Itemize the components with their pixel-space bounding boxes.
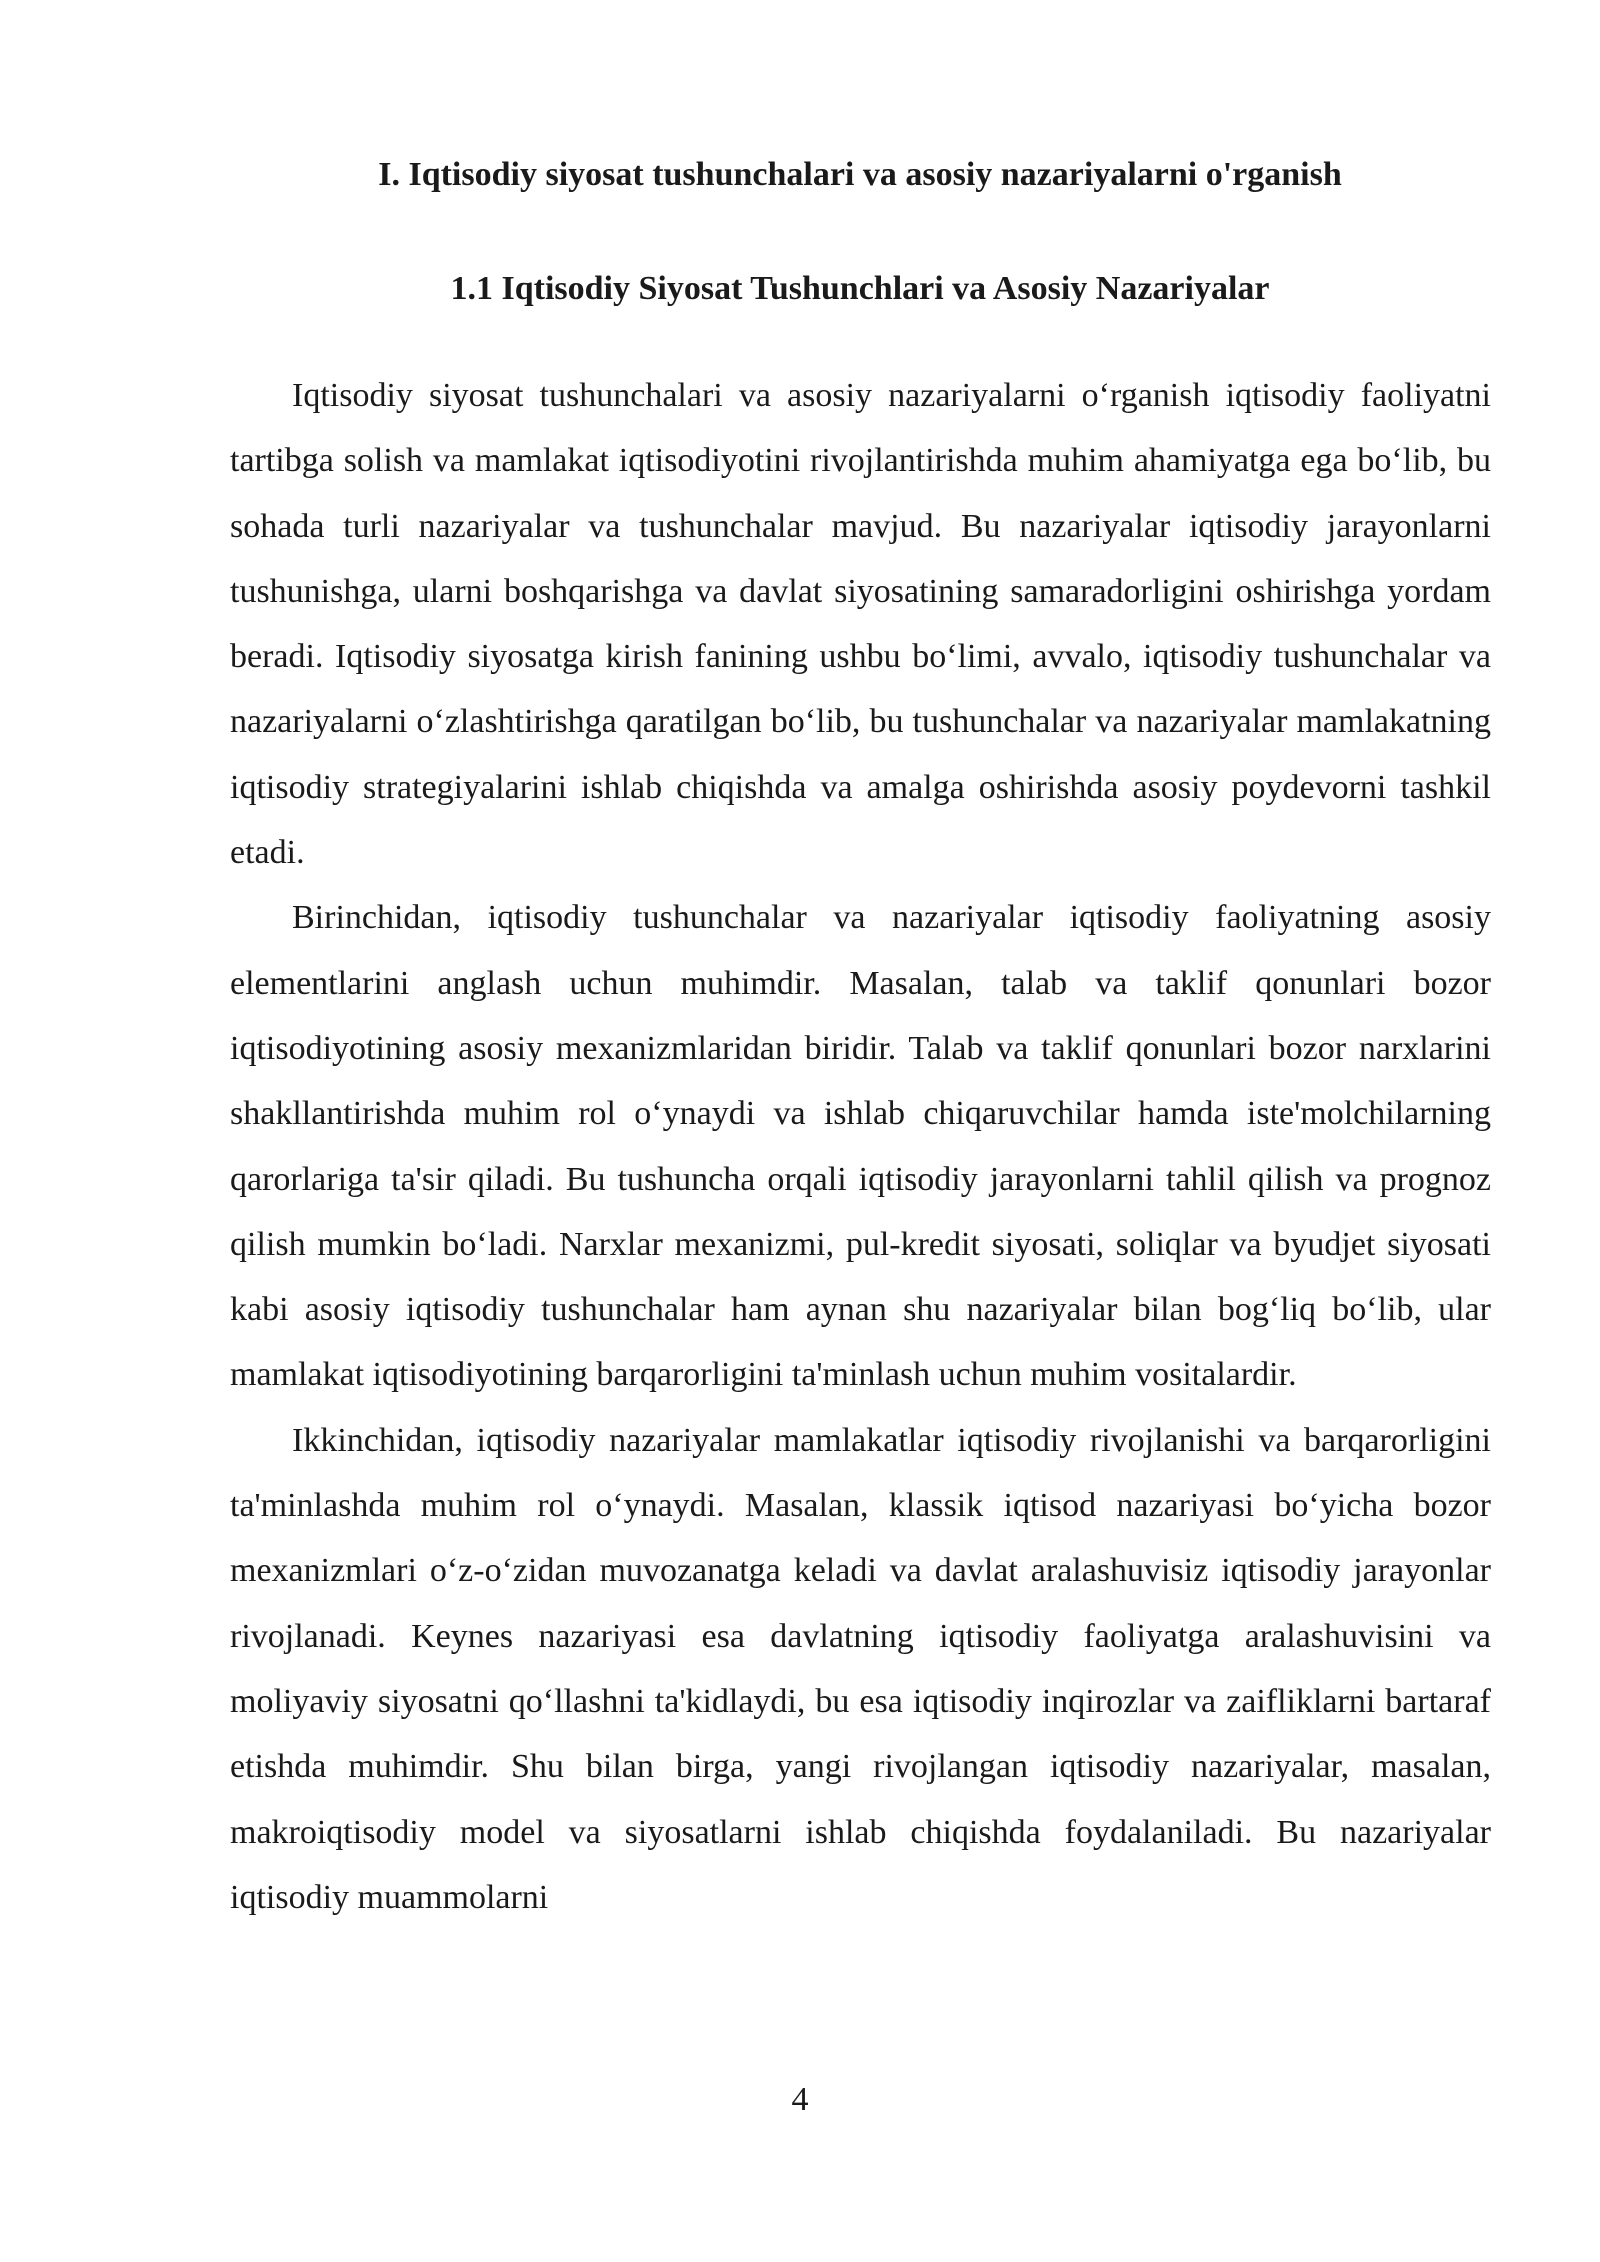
paragraph-2: Birinchidan, iqtisodiy tushunchalar va nazariyalar iqtisodiy faoliyatning asosiy elementlarini anglash uchun muhimdir. Masalan, talab va taklif qonunlari bozor iqtisodiyotining asosiy mexanizmlaridan biridir. Talab va taklif qonunlari bozor narxlarini shakllantirishda muhim rol o‘ynaydi va ishlab chiqaruvchilar hamda iste'molchilarning qarorlariga ta'sir qiladi. Bu tushuncha orqali iqtisodiy jarayonlarni tahlil qilish va prognoz qilish mumkin bo‘ladi. Narxlar mexanizmi, pul-kredit siyosati, soliqlar va byudjet siyosati kabi asosiy iqtisodiy tushunchalar ham aynan shu nazariyalar bilan bog‘liq bo‘lib, ular mamlakat iqtisodiyotining barqarorligini ta'minlash uchun muhim vositalardir. (230, 899, 1491, 1394)
section-title: 1.1 Iqtisodiy Siyosat Tushunchlari va Asosiy Nazariyalar (450, 270, 1270, 307)
page-number: 4 (791, 2081, 809, 2118)
paragraph-3: Ikkinchidan, iqtisodiy nazariyalar mamlakatlar iqtisodiy rivojlanishi va barqarorligini ta'minlashda muhim rol o‘ynaydi. Masalan, klassik iqtisod nazariyasi bo‘yicha bozor mexanizmlari o‘z-o‘zidan muvozanatga keladi va davlat aralashuvisiz iqtisodiy jarayonlar rivojlanadi. Keynes nazariyasi esa davlatning iqtisodiy faoliyatga aralashuvisini va moliyaviy siyosatni qo‘llashni ta'kidlaydi, bu esa iqtisodiy inqirozlar va zaifliklarni bartaraf etishda muhimdir. Shu bilan birga, yangi rivojlangan iqtisodiy nazariyalar, masalan, makroiqtisodiy model va siyosatlarni ishlab chiqishda foydalaniladi. Bu nazariyalar iqtisodiy muammolarni (230, 1421, 1491, 1916)
chapter-title: I. Iqtisodiy siyosat tushunchalari va asosiy nazariyalarni o'rganish (378, 156, 1342, 193)
body-text (230, 363, 1491, 1930)
paragraph-1: Iqtisodiy siyosat tushunchalari va asosiy nazariyalarni o‘rganish iqtisodiy faoliyatni tartibga solish va mamlakat iqtisodiyotini rivojlantirishda muhim ahamiyatga ega bo‘lib, bu sohada turli nazariyalar va tushunchalar mavjud. Bu nazariyalar iqtisodiy jarayonlarni tushunishga, ularni boshqarishga va davlat siyosatining samaradorligini oshirishga yordam beradi. Iqtisodiy siyosatga kirish fanining ushbu bo‘limi, avvalo, iqtisodiy tushunchalar va nazariyalarni o‘zlashtirishga qaratilgan bo‘lib, bu tushunchalar va nazariyalar mamlakatning iqtisodiy strategiyalarini ishlab chiqishda va amalga oshirishda asosiy poydevorni tashkil etadi. (230, 377, 1491, 872)
